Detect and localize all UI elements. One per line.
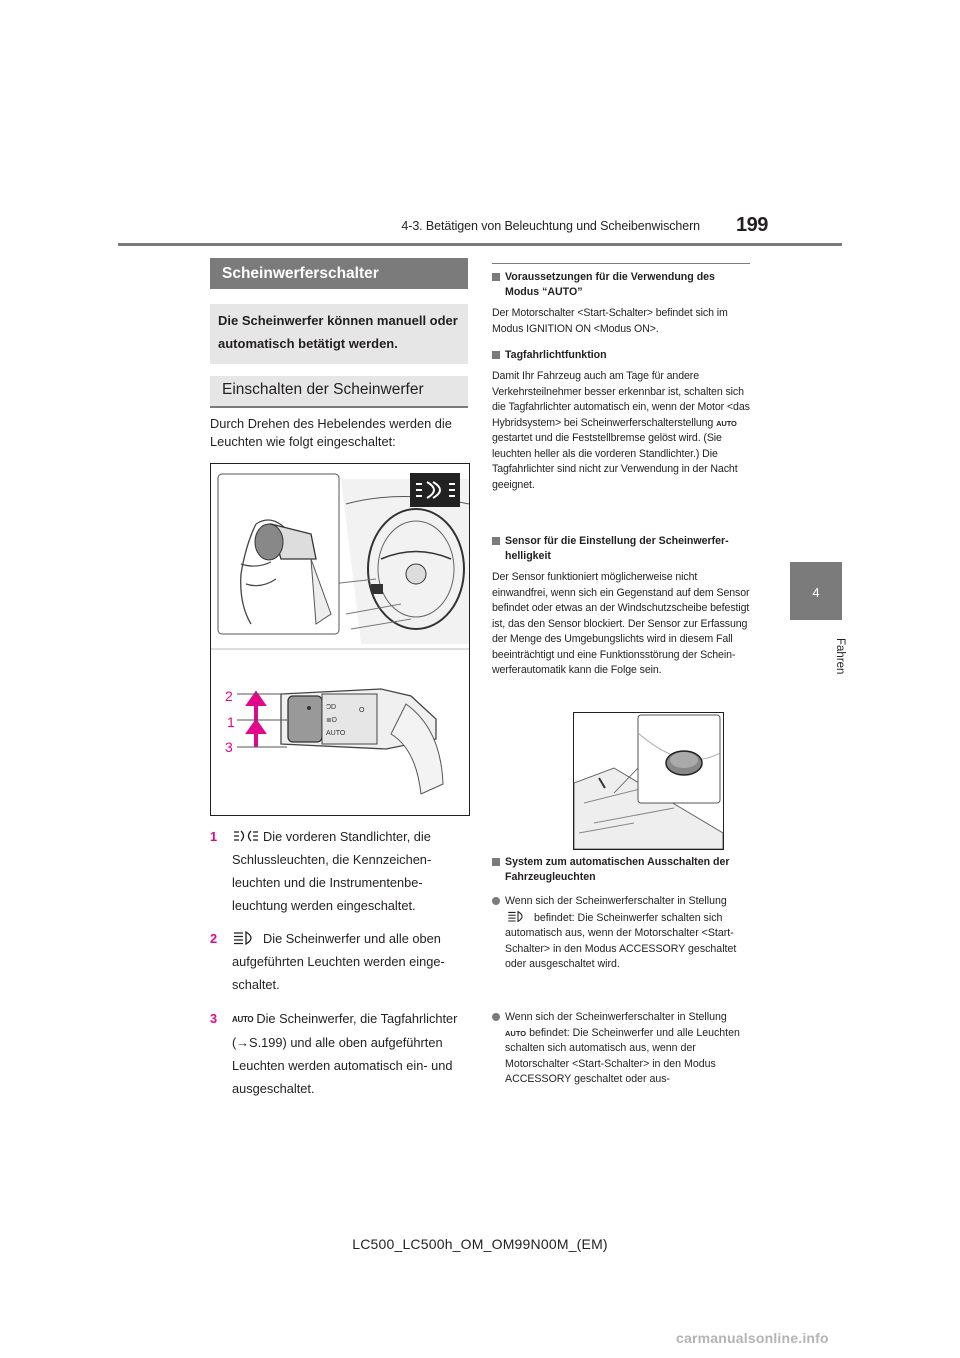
subheading: Voraussetzungen für die Verwendung des Modus “AUTO” [492,270,750,300]
sensor-drawing [574,713,723,849]
item-text: Die vorderen Standlichter, die Schlussleuchten, die Kennzeichenleuchten und die Instrumentenbeleuchtung werden eingeschaltet. [232,829,432,913]
list-item [210,1007,472,1099]
list-item [210,927,472,997]
paragraph: Der Motorschalter <Start-Schalter> befindet sich im Modus IGNITION ON <Modus ON>. [492,307,728,335]
square-bullet-icon [492,273,500,281]
headlight-icon [232,930,260,946]
callout-1: 1 [227,714,235,730]
chapter-tab-label: Fahren [834,637,846,675]
square-bullet-icon [492,858,500,866]
svg-text:O: O [359,707,365,714]
watermark: carmanualsonline.info [676,1330,829,1346]
item-text: Die Scheinwerfer und alle oben aufgeführten Leuchten werden eingeschaltet. [232,931,445,992]
column-rule [492,263,750,264]
switch-drawing [211,464,469,815]
bullet-item: Wenn sich der Scheinwerferschalter in Stellung AUTO befindet: Die Scheinwerfer und alle Leuchten schalten sich automatisch aus, wenn der Motorschalter <Start-Schalter> in den Modus ACCESSORY geschaltet oder aus- [492,1010,750,1088]
item-number: 3 [210,1011,218,1026]
subsection-title: Einschalten der Scheinwerfer [210,376,468,408]
subheading: Sensor für die Einstellung der Scheinwerferhelligkeit [492,534,750,564]
chapter-tab-number: 4 [812,585,820,600]
svg-text:≣D: ≣D [326,717,337,724]
square-bullet-icon [492,537,500,545]
list-item [210,825,472,917]
intro-box: Die Scheinwerfer können manuell oder automatisch betätigt werden. [210,304,468,364]
callout-2: 2 [225,688,233,704]
footer-model-code: LC500_LC500h_OM_OM99N00M_(EM) [352,1236,608,1252]
running-header: 4-3. Betätigen von Beleuchtung und Scheibenwischern [401,219,700,233]
paragraph: Damit Ihr Fahrzeug auch am Tage für andere Verkehrsteilnehmer besser erkennbar ist, schalten sich die Tagfahrlichter automatisch ein, wenn der Motor <das Hybridsystem> bei Scheinwerferschalterstellung AUTO gestartet und die Feststellbremse gelöst wird. (Sie leuchten heller als die vorderen Standlichter.) Die Tagfahrlichter sind nicht zur Verwendung in der Nacht geeignet. [492,370,750,491]
subheading: Tagfahrlichtfunktion [492,348,750,363]
paragraph: Der Sensor funktioniert möglicherweise nicht einwandfrei, wenn sich ein Gegenstand auf dem Sensor befindet oder etwas an der Windschutzscheibe befestigt ist, das den Sensor blockiert. Der Sensor zur Erfassung der Menge des Umgebungslichts wird in diesem Fall beeinträchtigt und eine Funktionsstörung der Scheinwerferautomatik kann die Folge sein. [492,571,750,676]
round-bullet-icon [492,1013,500,1021]
svg-text:ƆD: ƆD [326,704,337,711]
description: Durch Drehen des Hebelendes werden die Leuchten wie folgt eingeschaltet: [210,416,452,449]
light-sensor-illustration [573,712,724,850]
header-rule [118,243,842,246]
bullet-item: Wenn sich der Scheinwerferschalter in Stellung befindet: Die Scheinwerfer schalten sich automatisch aus, wenn der Motorschalter <Start-Schalter> in den Modus ACCESSORY geschaltet oder ausgeschaltet wird. [492,894,750,973]
subheading: System zum automatischen Ausschalten der Fahrzeugleuchten [492,855,750,885]
auto-icon: AUTO [232,1015,254,1024]
headlight-icon [505,910,531,923]
round-bullet-icon [492,897,500,905]
section-title: Scheinwerferschalter [210,258,468,289]
item-number: 2 [210,931,218,946]
auto-icon: AUTO [716,418,737,428]
callout-3: 3 [225,739,233,755]
page-number: 199 [736,214,768,236]
svg-text:AUTO: AUTO [326,730,346,737]
item-number: 1 [210,829,218,844]
auto-icon: AUTO [505,1028,527,1038]
square-bullet-icon [492,351,500,359]
item-text: Die Scheinwerfer, die Tagfahrlichter (→S.199) und alle oben aufgeführten Leuchten werden automatisch ein- und ausgeschaltet. [232,1011,458,1096]
headlight-switch-illustration [210,463,470,816]
parking-lights-icon [232,828,260,844]
